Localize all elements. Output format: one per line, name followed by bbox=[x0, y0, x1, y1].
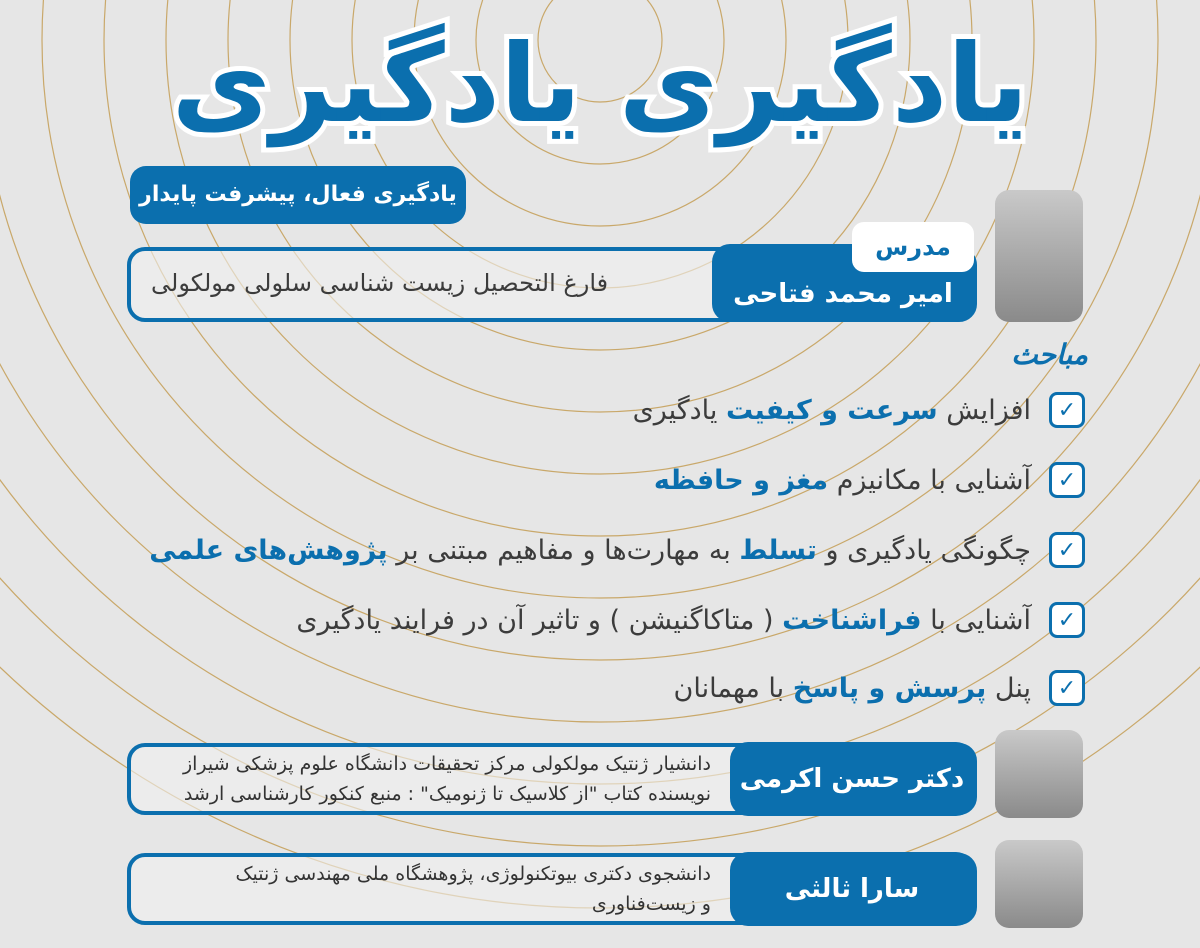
topic-segment: چگونگی یادگیری و bbox=[816, 534, 1031, 566]
topic-segment: آشنایی با مکانیزم bbox=[828, 464, 1031, 496]
topic-highlight: پژوهش‌های علمی bbox=[149, 534, 388, 566]
checkbox-icon: ✓ bbox=[1049, 392, 1085, 428]
guest-name-akrami: دکتر حسن اکرمی bbox=[730, 742, 974, 816]
topic-text bbox=[296, 605, 1031, 636]
checkbox-icon: ✓ bbox=[1049, 462, 1085, 498]
topic-segment: به مهارت‌ها و مفاهیم مبتنی بر bbox=[387, 534, 740, 566]
instructor-photo bbox=[995, 190, 1083, 322]
guest-name-salesi: سارا ثالثی bbox=[730, 852, 974, 926]
instructor-name: امیر محمد فتاحی bbox=[712, 244, 974, 322]
guest-bio-line: و زیست‌فناوری bbox=[591, 893, 711, 915]
checkbox-icon: ✓ bbox=[1049, 602, 1085, 638]
checkbox-icon: ✓ bbox=[1049, 670, 1085, 706]
checkbox-icon: ✓ bbox=[1049, 532, 1085, 568]
guest-photo-salesi bbox=[995, 840, 1083, 928]
topic-segment: یادگیری bbox=[632, 394, 726, 426]
topic-item bbox=[633, 388, 1085, 432]
instructor-description: فارغ التحصیل زیست شناسی سلولی مولکولی bbox=[151, 269, 609, 297]
topic-text bbox=[149, 535, 1031, 566]
poster-title: یادگیری یادگیری bbox=[171, 22, 1029, 147]
topic-segment: پنل bbox=[986, 672, 1031, 704]
topic-highlight: سرعت و کیفیت bbox=[725, 394, 938, 426]
guest-photo-akrami bbox=[995, 730, 1083, 818]
topic-item bbox=[674, 666, 1085, 710]
topic-item bbox=[296, 598, 1085, 642]
topic-highlight: پرسش و پاسخ bbox=[792, 672, 987, 704]
guest-bio-line: دانشیار ژنتیک مولکولی مرکز تحقیقات دانشگاه علوم پزشکی شیراز bbox=[182, 753, 711, 775]
topic-segment: با مهمانان bbox=[673, 672, 793, 704]
guest-bio-line: دانشجوی دکتری بیوتکنولوژی، پژوهشگاه ملی مهندسی ژنتیک bbox=[235, 863, 711, 885]
topic-text bbox=[654, 465, 1031, 496]
topic-highlight: تسلط bbox=[739, 534, 817, 566]
instructor-label: مدرس bbox=[852, 222, 974, 272]
subtitle-badge: یادگیری فعال، پیشرفت پایدار bbox=[130, 166, 466, 224]
topic-segment: افزایش bbox=[937, 394, 1031, 426]
topic-segment: ( متاکاگنیشن ) و تاثیر آن در فرایند یادگیری bbox=[296, 604, 783, 636]
topic-segment: آشنایی با bbox=[921, 604, 1031, 636]
topic-highlight: فراشناخت bbox=[782, 604, 922, 636]
topic-item bbox=[654, 458, 1085, 502]
guest-bio-line: نویسنده کتاب "از کلاسیک تا ژنومیک" : منبع کنکور کارشناسی ارشد bbox=[183, 783, 711, 805]
topic-text bbox=[633, 395, 1031, 426]
topic-highlight: مغز و حافظه bbox=[653, 464, 829, 496]
topics-heading: مباحث bbox=[1011, 338, 1088, 371]
topic-text bbox=[674, 673, 1031, 704]
topic-item bbox=[149, 528, 1085, 572]
